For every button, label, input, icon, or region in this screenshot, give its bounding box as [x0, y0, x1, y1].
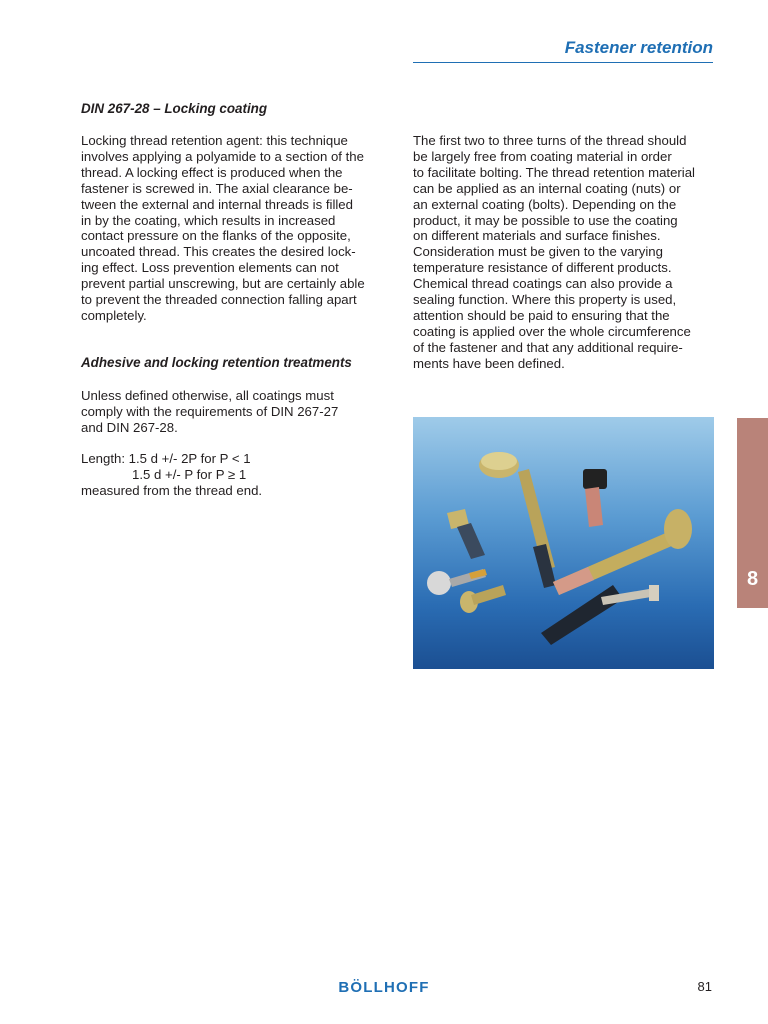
chapter-tab — [737, 418, 768, 608]
paragraph-line: sealing function. Where this property is used, — [413, 292, 677, 308]
paragraph-line: Chemical thread coatings can also provide a — [413, 276, 673, 292]
chapter-number: 8 — [746, 568, 759, 590]
paragraph-line: can be applied as an internal coating (nuts) or — [413, 180, 681, 196]
header-rule — [413, 62, 713, 63]
black-coated-stud — [541, 585, 623, 645]
paragraph-line: prevent partial unscrewing, but are certainly able — [81, 276, 365, 292]
heading-text: Adhesive and locking retention treatments — [81, 355, 352, 370]
hex-washer-bolt — [427, 569, 487, 595]
paragraph-line: comply with the requirements of DIN 267-27 — [81, 403, 339, 419]
paragraph-line: Locking thread retention agent: this technique — [81, 133, 348, 148]
length-line: 1.5 d +/- P for P ≥ 1 — [132, 466, 247, 482]
red-coated-bolt — [583, 469, 607, 527]
page-number: 81 — [697, 979, 712, 994]
paragraph-line: involves applying a polyamide to a section of the — [81, 148, 364, 164]
paragraph-line: of the fastener and that any additional require- — [413, 339, 683, 355]
paragraph-line: Consideration must be given to the varying — [413, 244, 663, 260]
paragraph-line: The first two to three turns of the thread should — [413, 133, 687, 148]
paragraph-line: ments have been defined. — [413, 355, 565, 371]
section-heading-adhesive — [81, 355, 386, 371]
paragraph-line: in by the coating, which results in increased — [81, 212, 336, 228]
paragraph-line: ing effect. Loss prevention elements can not — [81, 260, 339, 276]
length-line: Length: 1.5 d +/- 2P for P < 1 — [81, 451, 251, 466]
paragraph-line: temperature resistance of different products. — [413, 260, 672, 276]
paragraph-line: to facilitate bolting. The thread retention material — [413, 164, 695, 180]
paragraph-line: thread. A locking effect is produced when the — [81, 164, 343, 180]
paragraph-line: be largely free from coating material in order — [413, 148, 672, 164]
flange-bolt-small — [447, 509, 485, 559]
adhesive-paragraph — [81, 388, 386, 436]
heading-text: DIN 267-28 – Locking coating — [81, 101, 268, 116]
section-heading-locking-coating — [81, 101, 386, 117]
paragraph-line: and DIN 267-28. — [81, 419, 178, 435]
right-column-paragraph — [413, 133, 718, 372]
gold-shoulder-bolt — [553, 509, 692, 595]
locking-coating-paragraph — [81, 133, 386, 324]
paragraph-line: attention should be paid to ensuring that the — [413, 307, 670, 323]
paragraph-line: product, it may be possible to use the coating — [413, 212, 678, 228]
fasteners-photo — [413, 417, 714, 669]
paragraph-line: contact pressure on the flanks of the opposite, — [81, 228, 351, 244]
length-spec — [81, 451, 386, 499]
paragraph-line: Unless defined otherwise, all coatings must — [81, 388, 334, 403]
paragraph-line: completely. — [81, 307, 147, 323]
paragraph-line: coating is applied over the whole circumference — [413, 323, 691, 339]
long-shoulder-bolt — [479, 452, 556, 588]
page-header-title: Fastener retention — [564, 38, 713, 57]
paragraph-line: on different materials and surface finishes. — [413, 228, 661, 244]
paragraph-line: fastener is screwed in. The axial clearance be- — [81, 180, 353, 196]
bollhoff-logo: BÖLLHOFF — [338, 979, 430, 996]
fasteners-illustration — [413, 417, 714, 669]
paragraph-line: an external coating (bolts). Depending on the — [413, 196, 677, 212]
length-line: measured from the thread end. — [81, 482, 263, 498]
small-gold-pin — [460, 585, 506, 613]
paragraph-line: to prevent the threaded connection falling apart — [81, 292, 357, 308]
paragraph-line: uncoated thread. This creates the desired lock- — [81, 244, 356, 260]
paragraph-line: tween the external and internal threads is filled — [81, 196, 353, 212]
